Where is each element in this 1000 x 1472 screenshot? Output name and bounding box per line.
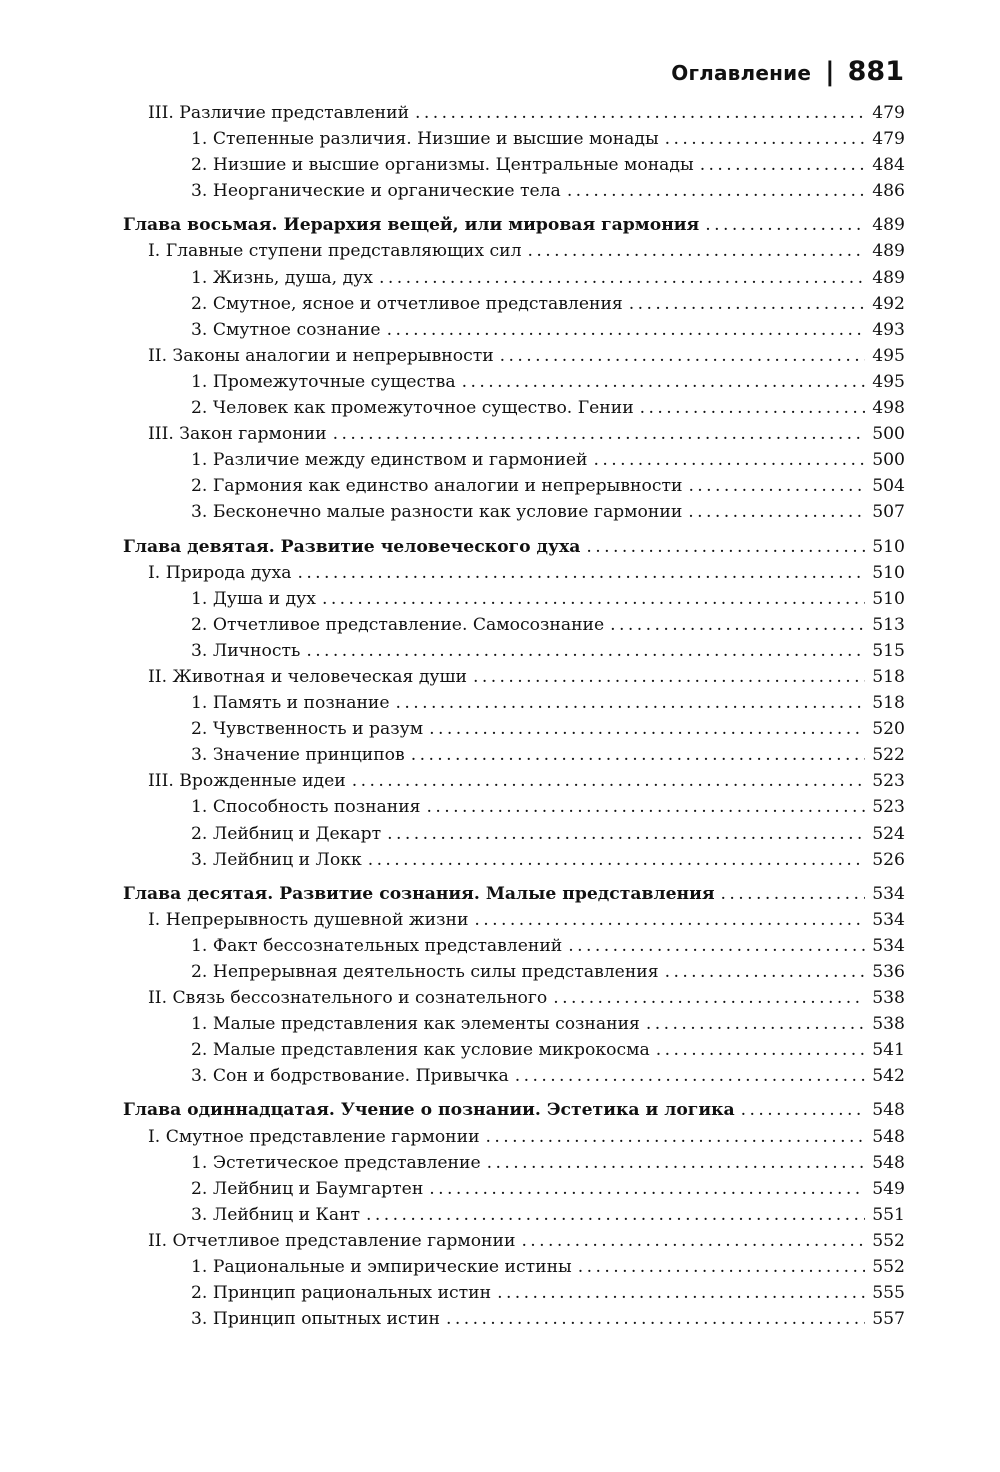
toc-entry-page: 515	[872, 640, 905, 661]
toc-entry-page: 507	[872, 502, 905, 523]
toc-entry-sub	[123, 1037, 905, 1063]
dot-leader	[646, 1011, 865, 1037]
toc-entry-sub	[123, 1150, 905, 1176]
toc-entry-page: 495	[872, 345, 905, 366]
toc-entry-chapter	[123, 534, 905, 560]
toc-entry-sub	[123, 716, 905, 742]
toc-entry-title: III. Врожденные идеи	[148, 771, 346, 792]
toc-entry-sub	[123, 933, 905, 959]
toc-entry-title: Глава десятая. Развитие сознания. Малые представления	[123, 883, 715, 904]
toc-entry-page: 510	[872, 536, 905, 557]
dot-leader	[578, 1254, 865, 1280]
toc-entry-page: 479	[872, 103, 905, 123]
toc-entry-sub	[123, 499, 905, 525]
toc-entry-title: I. Смутное представление гармонии	[148, 1126, 480, 1147]
toc-entry-title: 2. Чувственность и разум	[191, 719, 424, 740]
dot-leader	[411, 742, 865, 768]
toc-entry-title: 3. Сон и бодрствование. Привычка	[191, 1066, 509, 1087]
toc-entry-page: 523	[872, 797, 905, 818]
toc-entry-page: 492	[872, 293, 905, 314]
dot-leader	[567, 178, 865, 204]
toc-entry-section	[123, 907, 905, 933]
dot-leader	[379, 265, 865, 291]
toc-entry-page: 523	[872, 771, 905, 792]
dot-leader	[473, 664, 865, 690]
toc-entry-page: 524	[872, 823, 905, 844]
toc-entry-title: 1. Эстетическое представление	[191, 1152, 481, 1173]
toc-entry-page: 513	[872, 614, 905, 635]
toc-entry-title: III. Различие представлений	[148, 103, 410, 123]
toc-entry-title: 1. Душа и дух	[191, 588, 316, 609]
toc-entry-page: 557	[872, 1309, 905, 1330]
dot-leader	[297, 560, 865, 586]
toc-entry-sub	[123, 317, 905, 343]
toc-entry-sub	[123, 473, 905, 499]
toc-entry-page: 538	[872, 988, 905, 1009]
toc-entry-sub	[123, 126, 905, 152]
toc-entry-chapter	[123, 881, 905, 907]
toc-entry-page: 548	[872, 1152, 905, 1173]
toc-entry-sub	[123, 178, 905, 204]
toc-entry-sub	[123, 821, 905, 847]
toc-entry-page: 548	[872, 1126, 905, 1147]
toc-entry-title: Глава одиннадцатая. Учение о познании. Эстетика и логика	[123, 1100, 735, 1121]
toc-entry-sub	[123, 1063, 905, 1089]
toc-entry-sub	[123, 794, 905, 820]
dot-leader	[487, 1150, 865, 1176]
toc-entry-title: 1. Рациональные и эмпирические истины	[191, 1257, 572, 1278]
toc-entry-page: 555	[872, 1283, 905, 1304]
toc-entry-title: 2. Смутное, ясное и отчетливое представления	[191, 293, 623, 314]
toc-entry-title: 2. Малые представления как условие микрокосма	[191, 1040, 650, 1061]
header-separator: |	[825, 57, 835, 87]
running-header	[671, 56, 904, 87]
dot-leader	[387, 317, 865, 343]
dot-leader	[486, 1124, 865, 1150]
toc-entry-title: 1. Различие между единством и гармонией	[191, 450, 588, 471]
toc-entry-page: 500	[872, 424, 905, 445]
toc-entry-sub	[123, 291, 905, 317]
dot-leader	[586, 534, 865, 560]
dot-leader	[688, 473, 865, 499]
dot-leader	[610, 612, 865, 638]
dot-leader	[366, 1202, 865, 1228]
toc-entry-sub	[123, 265, 905, 291]
dot-leader	[368, 847, 865, 873]
toc-entry-page: 489	[872, 267, 905, 288]
dot-leader	[396, 690, 865, 716]
dot-leader	[500, 343, 865, 369]
dot-leader	[497, 1280, 865, 1306]
toc-entry-page: 549	[872, 1178, 905, 1199]
dot-leader	[352, 768, 865, 794]
dot-leader	[593, 447, 865, 473]
toc-entry-page: 542	[872, 1066, 905, 1087]
toc-entry-page: 498	[872, 398, 905, 419]
toc-entry-page: 489	[872, 215, 905, 236]
toc-entry-section	[123, 985, 905, 1011]
toc-entry-section	[123, 1228, 905, 1254]
dot-leader	[665, 959, 865, 985]
toc-entry-title: II. Связь бессознательного и сознательного	[148, 988, 548, 1009]
toc-entry-title: 2. Низшие и высшие организмы. Центральные монады	[191, 155, 694, 176]
toc-entry-page: 495	[872, 371, 905, 392]
dot-leader	[427, 794, 865, 820]
toc-entry-page: 541	[872, 1040, 905, 1061]
dot-leader	[429, 1176, 865, 1202]
toc-entry-title: 2. Гармония как единство аналогии и непрерывности	[191, 476, 683, 497]
toc-entry-title: 1. Степенные различия. Низшие и высшие монады	[191, 129, 659, 150]
toc-entry-page: 551	[872, 1204, 905, 1225]
toc-entry-title: 3. Лейбниц и Локк	[191, 849, 362, 870]
toc-entry-title: Глава девятая. Развитие человеческого духа	[123, 536, 581, 557]
toc-entry-sub	[123, 742, 905, 768]
toc-entry-page: 520	[872, 719, 905, 740]
toc-entry-sub	[123, 690, 905, 716]
toc-entry-title: III. Закон гармонии	[148, 424, 327, 445]
toc-entry-page: 552	[872, 1230, 905, 1251]
toc-entry-section	[123, 343, 905, 369]
toc-entry-title: 2. Лейбниц и Баумгартен	[191, 1178, 424, 1199]
toc-entry-page: 526	[872, 849, 905, 870]
dot-leader	[387, 821, 865, 847]
toc-entry-title: 3. Принцип опытных истин	[191, 1309, 440, 1330]
table-of-contents	[123, 100, 905, 1332]
toc-entry-section	[123, 1124, 905, 1150]
toc-entry-title: II. Законы аналогии и непрерывности	[148, 345, 494, 366]
toc-entry-title: Глава восьмая. Иерархия вещей, или мировая гармония	[123, 215, 700, 236]
toc-entry-title: 1. Малые представления как элементы сознания	[191, 1014, 640, 1035]
toc-entry-sub	[123, 447, 905, 473]
toc-entry-page: 493	[872, 319, 905, 340]
toc-entry-title: 1. Промежуточные существа	[191, 371, 456, 392]
toc-entry-section	[123, 238, 905, 264]
dot-leader	[741, 1097, 865, 1123]
dot-leader	[553, 985, 865, 1011]
toc-entry-page: 486	[872, 181, 905, 202]
toc-entry-title: II. Отчетливое представление гармонии	[148, 1230, 516, 1251]
toc-entry-chapter	[123, 212, 905, 238]
toc-entry-section	[123, 100, 905, 126]
toc-entry-title: 2. Принцип рациональных истин	[191, 1283, 492, 1304]
toc-entry-sub	[123, 586, 905, 612]
toc-entry-page: 489	[872, 241, 905, 262]
toc-entry-page: 522	[872, 745, 905, 766]
toc-entry-sub	[123, 1202, 905, 1228]
dot-leader	[474, 907, 865, 933]
toc-entry-sub	[123, 395, 905, 421]
toc-entry-page: 518	[872, 666, 905, 687]
dot-leader	[515, 1063, 865, 1089]
toc-entry-sub	[123, 1011, 905, 1037]
dot-leader	[705, 212, 865, 238]
dot-leader	[568, 933, 865, 959]
toc-entry-title: 1. Жизнь, душа, дух	[191, 267, 373, 288]
toc-entry-title: 3. Личность	[191, 640, 301, 661]
toc-entry-sub	[123, 1280, 905, 1306]
dot-leader	[415, 100, 865, 126]
dot-leader	[446, 1306, 865, 1332]
toc-entry-page: 518	[872, 693, 905, 714]
toc-entry-title: 3. Смутное сознание	[191, 319, 381, 340]
toc-entry-section	[123, 664, 905, 690]
toc-entry-title: 1. Память и познание	[191, 693, 390, 714]
toc-entry-page: 536	[872, 962, 905, 982]
toc-entry-page: 552	[872, 1257, 905, 1278]
toc-entry-title: 2. Человек как промежуточное существо. Гении	[191, 398, 634, 419]
toc-entry-title: I. Природа духа	[148, 562, 292, 583]
toc-entry-section	[123, 768, 905, 794]
dot-leader	[721, 881, 865, 907]
toc-entry-title: 3. Бесконечно малые разности как условие гармонии	[191, 502, 683, 523]
dot-leader	[700, 152, 865, 178]
toc-entry-sub	[123, 612, 905, 638]
toc-entry-sub	[123, 369, 905, 395]
toc-entry-page: 500	[872, 450, 905, 471]
dot-leader	[521, 1228, 865, 1254]
toc-entry-title: 1. Факт бессознательных представлений	[191, 935, 563, 956]
toc-entry-page: 534	[872, 909, 905, 930]
toc-entry-page: 484	[872, 155, 905, 176]
page-number: 881	[847, 56, 904, 87]
dot-leader	[306, 638, 865, 664]
dot-leader	[528, 238, 865, 264]
toc-entry-section	[123, 560, 905, 586]
toc-entry-page: 479	[872, 129, 905, 150]
toc-entry-title: 2. Отчетливое представление. Самосознание	[191, 614, 605, 635]
toc-entry-title: 3. Неорганические и органические тела	[191, 181, 561, 202]
toc-entry-sub	[123, 1306, 905, 1332]
toc-entry-sub	[123, 959, 905, 985]
toc-entry-title: 1. Способность познания	[191, 797, 421, 818]
toc-entry-page: 538	[872, 1014, 905, 1035]
dot-leader	[629, 291, 865, 317]
toc-entry-page: 548	[872, 1100, 905, 1121]
toc-entry-title: I. Непрерывность душевной жизни	[148, 909, 469, 930]
toc-entry-chapter	[123, 1097, 905, 1123]
toc-entry-sub	[123, 152, 905, 178]
dot-leader	[688, 499, 865, 525]
toc-entry-page: 510	[872, 588, 905, 609]
toc-entry-title: II. Животная и человеческая души	[148, 666, 467, 687]
dot-leader	[665, 126, 865, 152]
dot-leader	[429, 716, 865, 742]
dot-leader	[333, 421, 865, 447]
toc-entry-page: 504	[872, 476, 905, 497]
toc-entry-title: I. Главные ступени представляющих сил	[148, 241, 522, 262]
toc-entry-page: 510	[872, 562, 905, 583]
header-title: Оглавление	[671, 61, 812, 85]
toc-entry-page: 534	[872, 935, 905, 956]
toc-entry-sub	[123, 847, 905, 873]
toc-entry-title: 2. Лейбниц и Декарт	[191, 823, 382, 844]
toc-entry-title: 2. Непрерывная деятельность силы представления	[191, 962, 659, 982]
toc-entry-section	[123, 421, 905, 447]
toc-entry-page: 534	[872, 883, 905, 904]
toc-entry-title: 3. Лейбниц и Кант	[191, 1204, 361, 1225]
dot-leader	[322, 586, 865, 612]
toc-entry-title: 3. Значение принципов	[191, 745, 405, 766]
dot-leader	[462, 369, 865, 395]
dot-leader	[640, 395, 865, 421]
toc-entry-sub	[123, 638, 905, 664]
dot-leader	[656, 1037, 865, 1063]
toc-entry-sub	[123, 1176, 905, 1202]
toc-entry-sub	[123, 1254, 905, 1280]
